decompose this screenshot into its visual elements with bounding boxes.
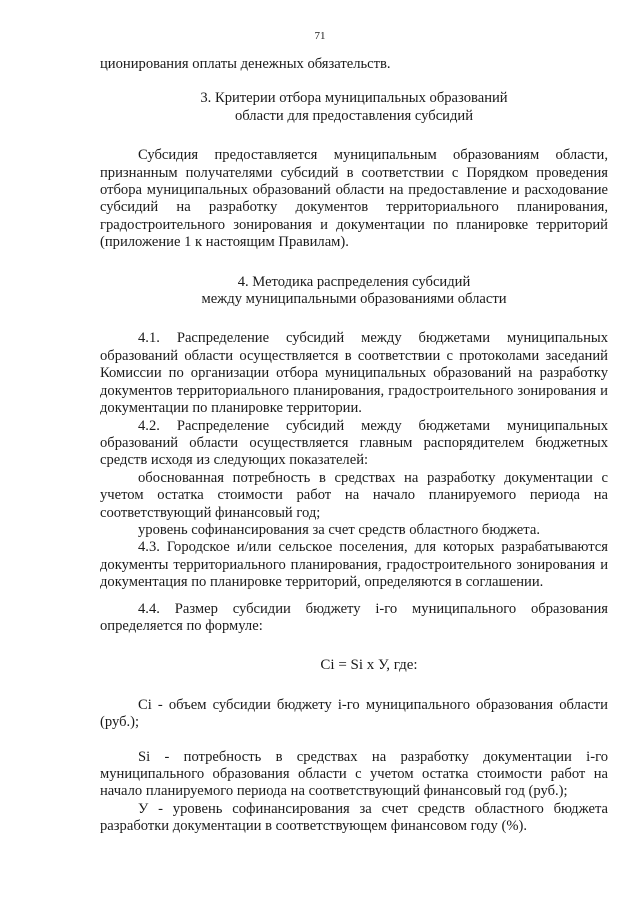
- spacer: [100, 73, 608, 90]
- definition-ci: Ci - объем субсидии бюджету i-го муниципального образования области (руб.);: [100, 696, 608, 731]
- section-4-heading-line-1: 4. Методика распределения субсидий: [237, 273, 471, 290]
- definition-u: У - уровень софинансирования за счет средств областного бюджета разработки документации в соответствующем финансовом году (%).: [100, 800, 608, 835]
- page-number: 71: [314, 30, 326, 42]
- paragraph-4-1: 4.1. Распределение субсидий между бюджетами муниципальных образований области осуществляется в соответствии с протоколами заседаний Комиссии по организации отбора муниципальных образований на разработку документов территориального планирования, градостроительного зонирования и документации по планировке территории.: [100, 330, 608, 417]
- paragraph-4-2-indicator-need: обоснованная потребность в средствах на разработку документации с учетом остатка стоимости работ на начало планируемого периода на соответствующий финансовый год;: [100, 469, 608, 521]
- definition-si: Si - потребность в средствах на разработку документации i-го муниципального образования области с учетом остатка стоимости работ на начало планируемого периода на соответствующий финансовый год (руб.);: [100, 748, 608, 800]
- document-body: [100, 56, 608, 836]
- paragraph-4-4: 4.4. Размер субсидии бюджету i-го муниципального образования определяется по формуле:: [100, 600, 608, 634]
- section-3-heading-line-2: области для предоставления субсидий: [234, 107, 474, 124]
- spacer: [100, 125, 608, 147]
- spacer: [100, 308, 608, 330]
- spacer: [100, 675, 608, 697]
- section-4-heading-line-2: между муниципальными образованиями области: [201, 291, 507, 308]
- spacer: [100, 592, 608, 601]
- spacer: [100, 635, 608, 657]
- section-3-heading-line-1: 3. Критерии отбора муниципальных образований: [200, 90, 508, 107]
- spacer: [100, 732, 608, 749]
- continued-text: ционирования оплаты денежных обязательств.: [100, 56, 391, 72]
- paragraph-4-2-indicator-cofinancing: уровень софинансирования за счет средств областного бюджета.: [138, 521, 540, 538]
- section-3-paragraph: Субсидия предоставляется муниципальным образованиям области, признанным получателями субсидий в соответствии с Порядком проведения отбора муниципальных образований области на предоставление и расходование субсидий на разработку документов территориального планирования, градостроительного зонирования и документации по планировке территорий (приложение 1 к настоящим Правилам).: [100, 147, 608, 251]
- subsidy-formula: Ci = Si x У, где:: [320, 657, 418, 674]
- paragraph-4-2: 4.2. Распределение субсидий между бюджетами муниципальных образований области осуществляется главным распорядителем бюджетных средств исходя из следующих показателей:: [100, 417, 608, 469]
- spacer: [100, 252, 608, 274]
- paragraph-4-3: 4.3. Городское и/или сельское поселения, для которых разрабатываются документы территориального планирования, градостроительного зонирования и документация по планировке территорий, определяются в соглашении.: [100, 539, 608, 591]
